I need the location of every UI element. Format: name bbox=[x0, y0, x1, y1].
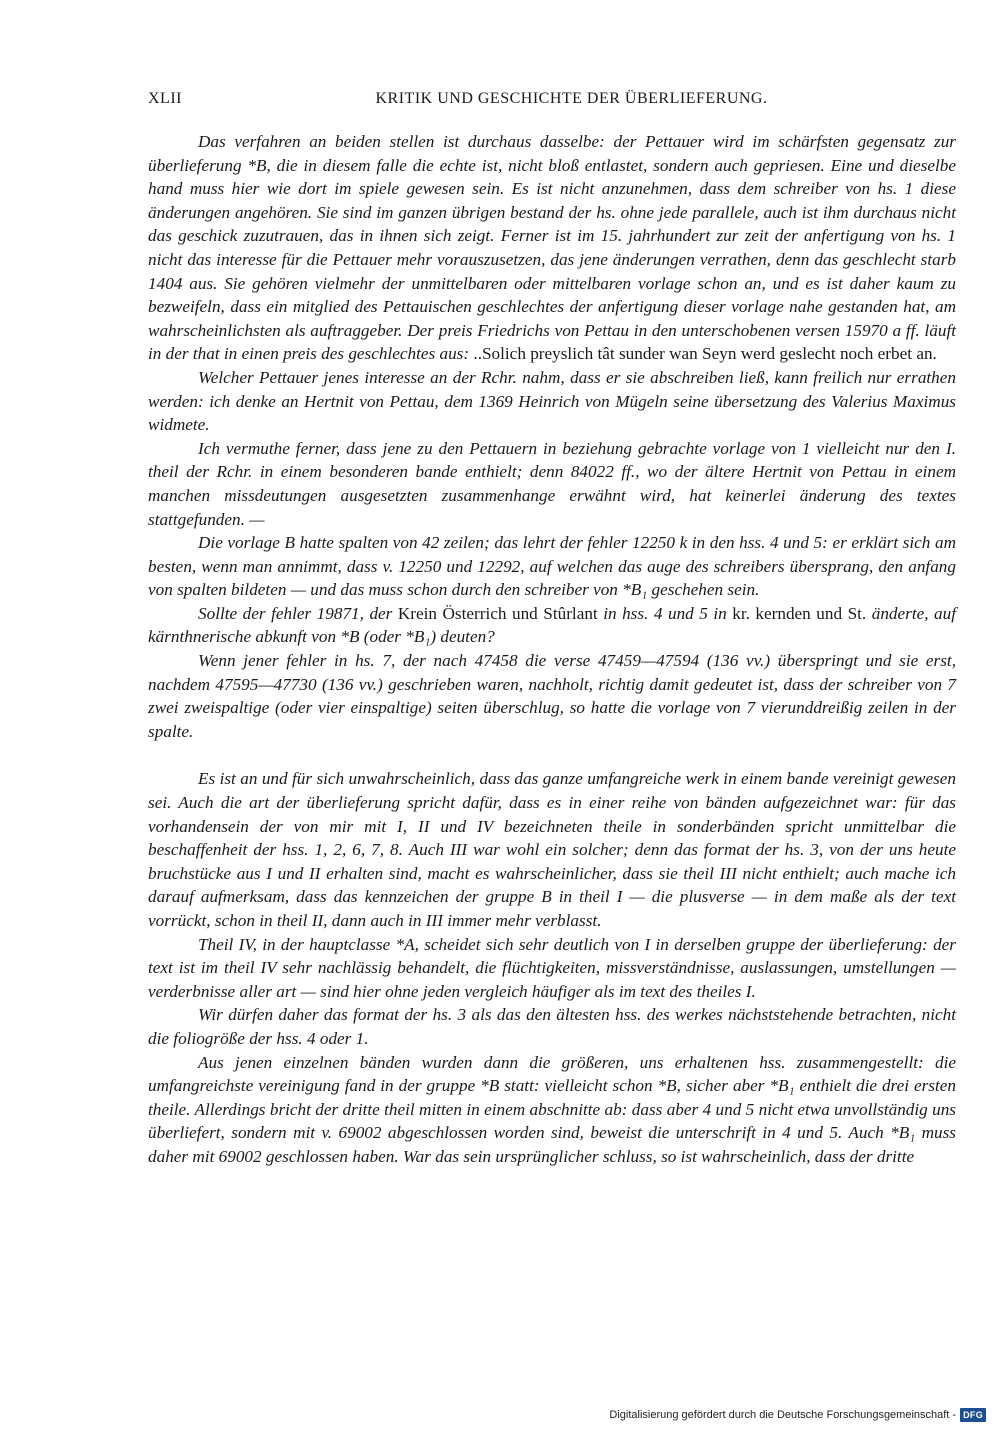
running-title: KRITIK UND GESCHICHTE DER ÜBERLIEFERUNG. bbox=[375, 90, 768, 107]
quotation-text: kr. kernden und St. bbox=[732, 603, 867, 623]
paragraph bbox=[148, 1051, 956, 1169]
paragraph-text: Theil IV, in der hauptclasse *A, scheidet sich sehr deutlich von I in derselben gruppe der überlieferung: der text ist im theil IV sehr nachlässig behandelt, die flüchtigkeiten, missverständnisse, auslassungen, umstellungen — verderbnisse aller art — sind hier ohne jeden vergleich häufiger als im text des theiles I. bbox=[148, 934, 956, 1001]
section-gap bbox=[148, 743, 956, 767]
paragraph bbox=[148, 933, 956, 1004]
digitization-footer bbox=[609, 1406, 986, 1424]
paragraph bbox=[148, 531, 956, 602]
page-number: XLII bbox=[148, 90, 182, 107]
paragraph bbox=[148, 1003, 956, 1050]
dfg-logo: DFG bbox=[960, 1408, 986, 1422]
paragraph-text: Welcher Pettauer jenes interesse an der Rchr. nahm, dass er sie abschreiben ließ, kann freilich nur errathen werden: ich denke an Hertnit von Pettau, dem 1369 Heinrich von Mügeln seine übersetzung des Valerius Maximus widmete. bbox=[148, 367, 956, 435]
paragraph bbox=[148, 437, 956, 531]
paragraph-text: Das verfahren an beiden stellen ist durchaus dasselbe: der Pettauer wird im schärfsten gegensatz zur überlieferung *B, die in diesem falle die echte ist, nicht bloß entlastet, sondern auch gepriesen. Eine und dieselbe hand muss hier wie dort im spiele gewesen sein. Es ist nicht anzunehmen, dass dem schreiber von hs. 1 diese änderungen angehören. Sie sind im ganzen übrigen bestand der hs. ohne jede parallele, auch ist ihm durchaus nicht das geschick zuzutrauen, das in ihnen sich zeigt. Ferner ist im 15. jahrhundert zur zeit der anfertigung von hs. 1 nicht das interesse für die Pettauer mehr vorauszusetzen, das jene änderungen verrathen, denn das geschlecht starb 1404 aus. Sie gehören vielmehr der unmittelbaren oder mittelbaren vorlage schon an, und es ist daher kaum zu bezweifeln, dass ein mitglied des Pettauischen geschlechtes der anfertigung dieser vorlage nahe gestanden hat, am wahrscheinlichsten als auftraggeber. Der preis Friedrichs von Pettau in den unterschobenen versen 15970 a ff. läuft in der that in einen preis des geschlechtes aus: bbox=[148, 132, 956, 364]
paragraph bbox=[148, 649, 956, 743]
paragraph-text: Es ist an und für sich unwahrscheinlich, dass das ganze umfangreiche werk in einem bande vereinigt gewesen sei. Auch die art der überlieferung spricht dafür, dass es in einer reihe von bänden aufgezeichnet war: für das vorhandensein der von mir mit I, II und IV bezeichneten theile in sonderbänden spricht unmittelbar die beschaffenheit der hss. 1, 2, 6, 7, 8. Auch III war wohl ein solcher; denn das format der hs. 3, von der uns heute bruchstücke aus I und II erhalten sind, macht es wahrscheinlicher, dass sie theil III nicht enthielt; auch mache ich darauf aufmerksam, dass das kennzeichen der gruppe B in theil I — die plusverse — in dem maße als der text vorrückt, schon in theil II, dann auch in III immer mehr verblasst. bbox=[148, 769, 956, 930]
paragraph-text: Ich vermuthe ferner, dass jene zu den Pettauern in beziehung gebrachte vorlage von 1 vielleicht nur den I. theil der Rchr. in einem besonderen bande enthielt; denn 84022 ff., wo der ältere Hertnit von Pettau in einem manchen missdeutungen ausgesetzten zusammenhange erwähnt wird, hat keinerlei änderung des textes stattgefunden. — bbox=[148, 438, 956, 529]
paragraph bbox=[148, 366, 956, 437]
paragraph-text: Sollte der fehler 19871, der bbox=[198, 603, 398, 623]
body-text bbox=[148, 130, 956, 1169]
paragraph-text: Wenn jener fehler in hs. 7, der nach 47458 die verse 47459—47594 (136 vv.) überspringt und sie erst, nachdem 47595—47730 (136 vv.) geschrieben waren, nachholt, richtig damit gedeutet ist, dass der schreiber von 7 zwei zweispaltige (oder vier einspaltige) seiten überschlug, so hatte die vorlage von 7 vierunddreißig zeilen in der spalte. bbox=[148, 651, 956, 741]
paragraph-text: Aus jenen einzelnen bänden wurden dann die größeren, uns erhaltenen hss. zusammengestellt: die umfangreichste vereinigung fand in der gruppe *B statt: vielleicht schon *B, sicher aber *B₁ enthielt die drei ersten theile. Allerdings bricht der dritte theil mitten in einem abschnitte ab: dass aber 4 und 5 nicht etwa unvollständig uns überliefert, sondern mit v. 69002 abgeschlossen worden sind, beweist die unterschrift in 4 und 5. Auch *B₁ muss daher mit 69002 geschlossen haben. War das sein ursprünglicher schluss, so ist wahrscheinlich, dass der dritte bbox=[148, 1052, 956, 1166]
quotation-text: ..Solich preyslich tât sunder wan Seyn werd geslecht noch erbet an. bbox=[473, 344, 937, 364]
paragraph bbox=[148, 130, 956, 366]
paragraph bbox=[148, 602, 956, 649]
paragraph-text: in hss. 4 und 5 in bbox=[597, 603, 733, 623]
paragraph-text: Wir dürfen daher das format der hs. 3 als das den ältesten hss. des werkes nächststehende betrachten, nicht die foliogröße der hss. 4 oder 1. bbox=[148, 1005, 956, 1048]
quotation-text: Krein Österrich und Stûrlant bbox=[397, 603, 598, 623]
footer-credit: Digitalisierung gefördert durch die Deutsche Forschungsgemeinschaft - bbox=[609, 1409, 957, 1421]
paragraph-text: änderte, auf kärnthnerische abkunft von *B (oder *B₁) deuten? bbox=[148, 603, 956, 647]
running-header bbox=[148, 90, 955, 116]
paragraph-text: Die vorlage B hatte spalten von 42 zeilen; das lehrt der fehler 12250 k in den hss. 4 und 5: er erklärt sich am besten, wenn man annimmt, dass v. 12250 und 12292, auf welchen das auge des schreibers übersprang, den anfang von spalten bildeten — und das muss schon durch den schreiber von *B₁ geschehen sein. bbox=[148, 533, 956, 600]
paragraph bbox=[148, 767, 956, 932]
